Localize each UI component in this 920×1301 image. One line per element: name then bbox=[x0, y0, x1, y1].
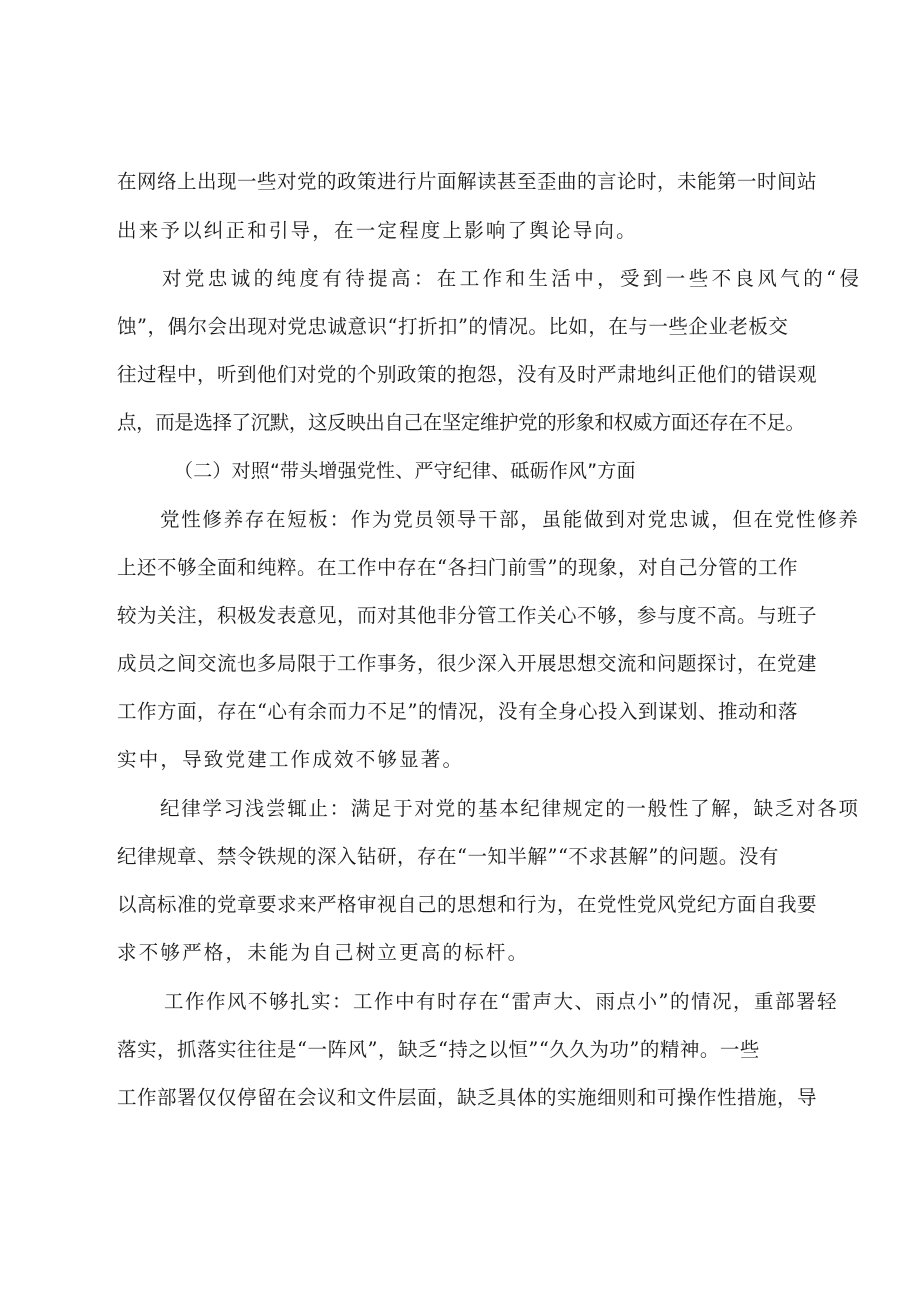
text-line: 求不够严格，未能为自己树立更高的标杆。 bbox=[117, 941, 530, 964]
text-line: 实中，导致党建工作成效不够显著。 bbox=[117, 748, 465, 771]
text-line: 纪律规章、禁令铁规的深入钻研，存在“一知半解”“不求甚解”的问题。没有 bbox=[117, 845, 779, 868]
text-line: 对党忠诚的纯度有待提高：在工作和生活中，受到一些不良风气的“侵 bbox=[162, 267, 863, 290]
text-line: 成员之间交流也多局限于工作事务，很少深入开展思想交流和问题探讨，在党建 bbox=[117, 652, 818, 675]
text-line: 上还不够全面和纯粹。在工作中存在“各扫门前雪”的现象，对自己分管的工作 bbox=[117, 556, 798, 579]
text-line: 在网络上出现一些对党的政策进行片面解读甚至歪曲的言论时，未能第一时间站 bbox=[117, 170, 818, 193]
text-line: 蚀”，偶尔会出现对党忠诚意识“打折扣”的情况。比如，在与一些企业老板交 bbox=[117, 315, 789, 338]
text-line: 纪律学习浅尝辄止：满足于对党的基本纪律规定的一般性了解，缺乏对各项 bbox=[160, 797, 860, 820]
text-line: 点，而是选择了沉默，这反映出自己在坚定维护党的形象和权威方面还存在不足。 bbox=[117, 411, 805, 434]
section-heading: （二）对照“带头增强党性、严守纪律、砥砺作风”方面 bbox=[174, 460, 636, 482]
text-line: 往过程中，听到他们对党的个别政策的抱怨，没有及时严肃地纠正他们的错误观 bbox=[117, 363, 818, 386]
text-line: 落实，抓落实往往是“一阵风”，缺乏“持之以恒”“久久为功”的精神。一些 bbox=[117, 1038, 760, 1061]
text-line: 工作部署仅仅停留在会议和文件层面，缺乏具体的实施细则和可操作性措施，导 bbox=[117, 1086, 818, 1109]
text-line: 以高标准的党章要求来严格审视自己的思想和行为，在党性党风党纪方面自我要 bbox=[117, 893, 818, 916]
text-line: 党性修养存在短板：作为党员领导干部，虽能做到对党忠诚，但在党性修养 bbox=[160, 508, 860, 531]
text-line: 工作方面，存在“心有余而力不足”的情况，没有全身心投入到谋划、推动和落 bbox=[117, 700, 798, 723]
text-line: 出来予以纠正和引导，在一定程度上影响了舆论导向。 bbox=[117, 219, 638, 242]
text-line: 工作作风不够扎实：工作中有时存在“雷声大、雨点小”的情况，重部署轻 bbox=[164, 990, 838, 1013]
text-line: 较为关注，积极发表意见，而对其他非分管工作关心不够，参与度不高。与班子 bbox=[117, 604, 818, 627]
